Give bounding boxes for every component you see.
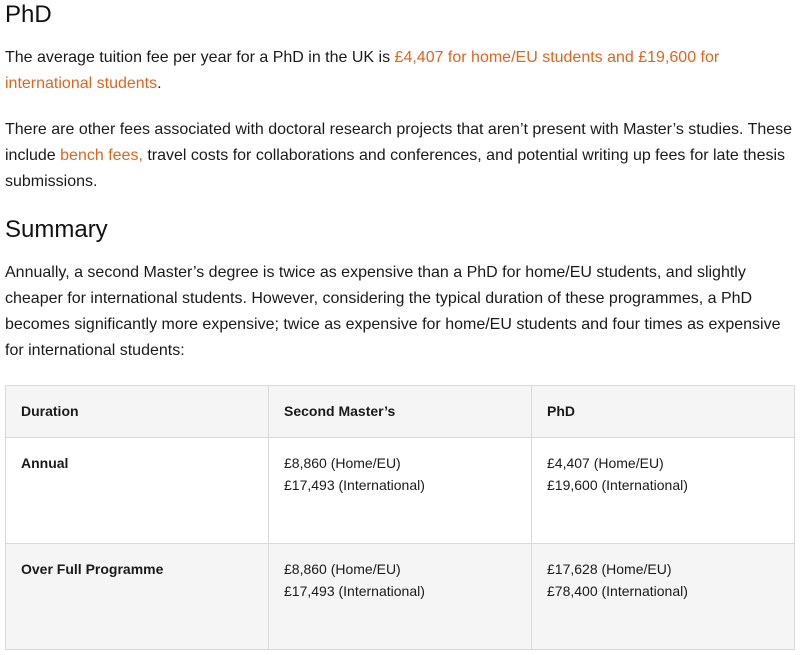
full-phd-intl: £78,400 (International)	[547, 583, 688, 599]
header-phd: PhD	[532, 386, 795, 438]
annual-masters-home: £8,860 (Home/EU)	[284, 455, 401, 471]
table-row	[6, 544, 795, 650]
header-second-masters: Second Master’s	[269, 386, 532, 438]
annual-phd-home: £4,407 (Home/EU)	[547, 455, 664, 471]
phd-fee-paragraph	[5, 45, 795, 97]
phd-fee-text: The average tuition fee per year for a PhD in the UK is	[5, 49, 395, 66]
full-phd-cell	[532, 544, 795, 650]
row-label-annual: Annual	[6, 438, 269, 544]
other-fees-text: There are other fees associated with doctoral research projects that aren’t present with Master’s studies. These include	[5, 121, 793, 164]
phd-fee-end: .	[157, 75, 162, 92]
annual-masters-cell	[269, 438, 532, 544]
full-masters-intl: £17,493 (International)	[284, 583, 425, 599]
summary-heading: Summary	[5, 216, 108, 243]
bench-fees-link[interactable]: bench fees,	[60, 147, 143, 164]
table-header-row	[6, 386, 795, 438]
annual-phd-intl: £19,600 (International)	[547, 477, 688, 493]
annual-masters-intl: £17,493 (International)	[284, 477, 425, 493]
full-phd-home: £17,628 (Home/EU)	[547, 561, 672, 577]
phd-fee-link[interactable]: £4,407 for home/EU students and £19,600 for international students	[5, 49, 720, 92]
other-fees-paragraph	[5, 117, 797, 195]
fees-comparison-table	[5, 385, 795, 650]
row-label-full-programme: Over Full Programme	[6, 544, 269, 650]
summary-paragraph: Annually, a second Master’s degree is twice as expensive than a PhD for home/EU students, and slightly cheaper for international students. However, considering the typical duration of these programmes, a PhD becomes significantly more expensive; twice as expensive for home/EU students and four times as expensive for international students:	[5, 264, 781, 359]
phd-heading: PhD	[5, 1, 52, 28]
full-masters-home: £8,860 (Home/EU)	[284, 561, 401, 577]
full-masters-cell	[269, 544, 532, 650]
other-fees-end: travel costs for collaborations and conferences, and potential writing up fees for late thesis submissions.	[5, 147, 786, 190]
annual-phd-cell	[532, 438, 795, 544]
table-row	[6, 438, 795, 544]
header-duration: Duration	[6, 386, 269, 438]
